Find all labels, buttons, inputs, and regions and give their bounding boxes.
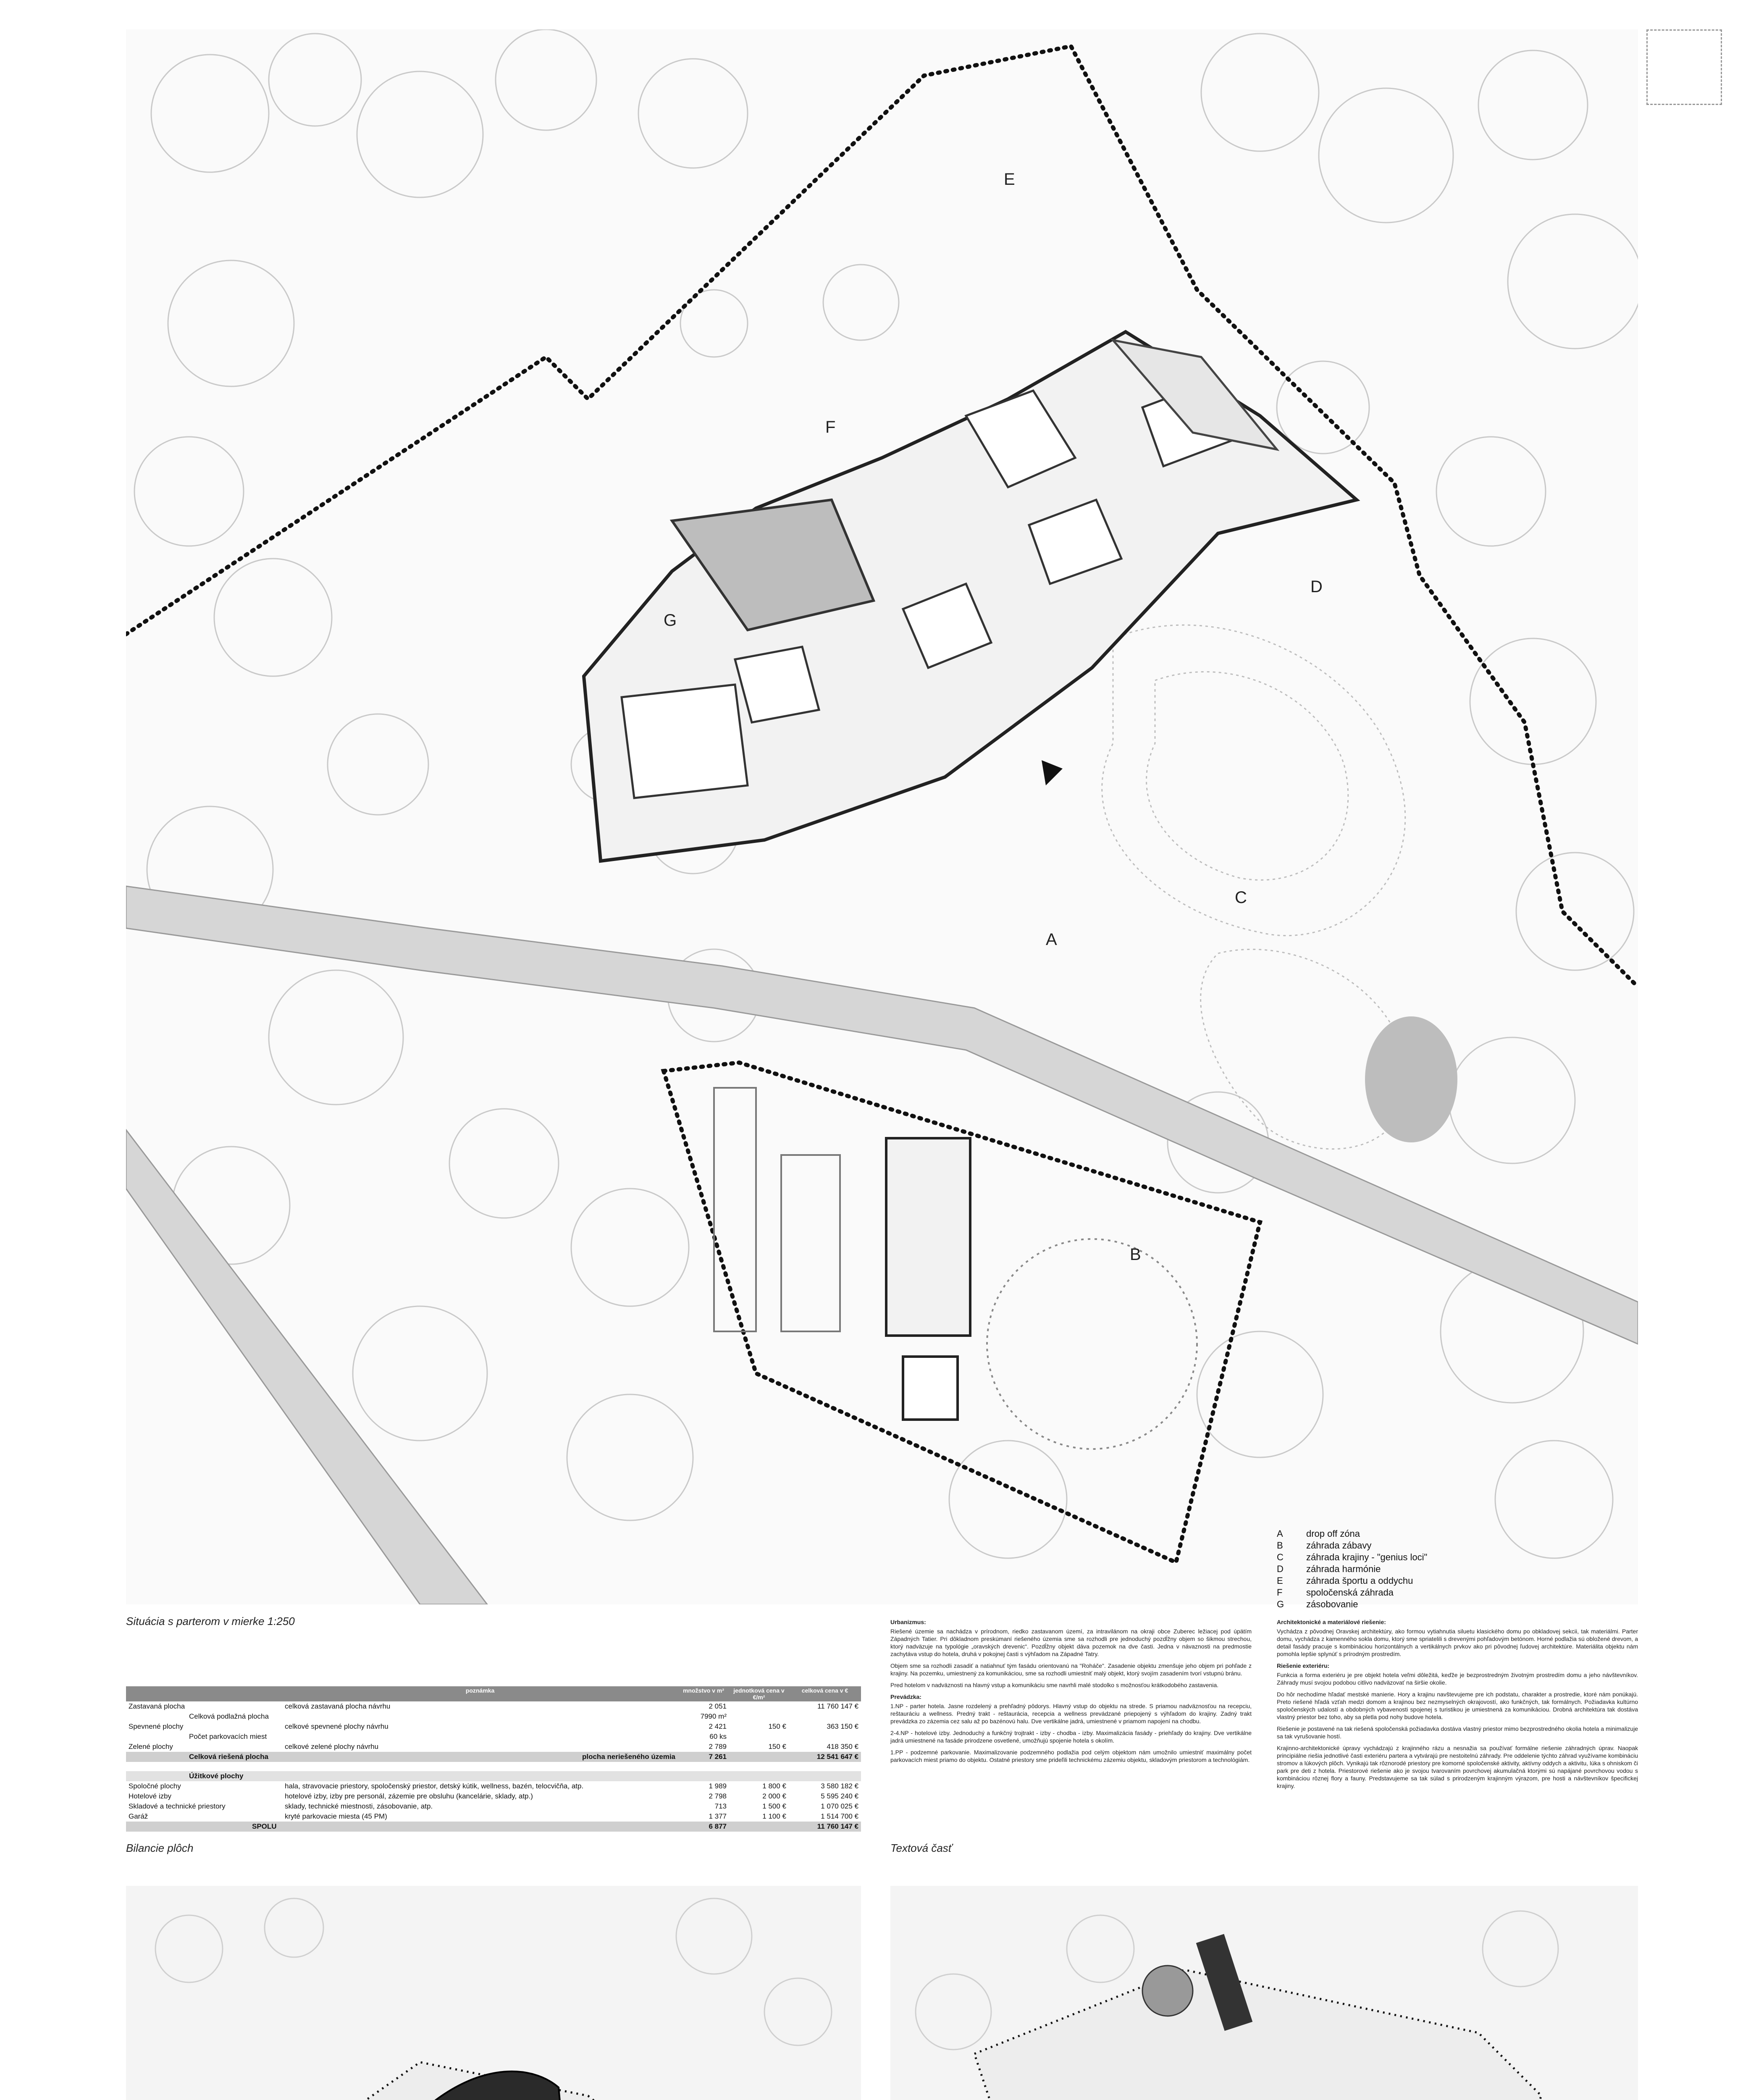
text-paragraph: Objem sme sa rozhodli zasadiť a natiahnuť tým fasádu orientovanú na "Roháče". Zasadenie objektu zmenšuje jeho objem pri pohľade z krajiny. Na pozemku, umiestnený za komunikáciou, sme sa rozhodli umiestniť malý objekt, ktorý svojím zasadením tvorí vstupnú bránu. [890, 1662, 1252, 1677]
zone-label-d: D [1310, 578, 1323, 596]
text-paragraph: Pred hotelom v nadväznosti na hlavný vstup a komunikáciu sme navrhli malé stodolko s možnosťou krátkodobého zastavenia. [890, 1682, 1219, 1688]
text-heading: Riešenie exteriéru: [1277, 1662, 1330, 1669]
text-paragraph: Do hôr nechodíme hľadať mestské manierie. Hory a krajinu navštevujeme pre ich podstatu, charakter a prostredie, ktoré nám ponúkajú. Preto riešené hľadá vzťah medzi domom a krajinou bez nezmyselných okrajovostí, ako funkčných, tak formálnych. Požiadavka kultúrno spoločenských udalostí a obdobných vybavenosti spojenej s turistikou je umiestnená za komunikáciou. Drobná architektúra tak dostáva vlastný priestor bez toho, aby sa pletla pod nohy budove hotela. [1277, 1691, 1638, 1720]
table-row: Spevnené plochy celkové spevnené plochy návrhu 2 421 150 € 363 150 € [129, 1722, 858, 1730]
table-header-row [126, 1686, 861, 1701]
text-heading: Architektonické a materiálové riešenie: [1277, 1619, 1386, 1625]
site-plan-drawing [126, 29, 1638, 1604]
stamp-box [1646, 29, 1722, 105]
table-total-row: SPOLU 6 877 11 760 147 € [126, 1822, 861, 1832]
text-column-1 [890, 1615, 1252, 1768]
table-row: Garáž kryté parkovacie miesta (45 PM) 1 377 1 100 € 1 514 700 € [129, 1812, 858, 1820]
zone-label-e: E [1004, 170, 1015, 189]
zone-label-c: C [1235, 888, 1247, 907]
text-heading: Prevádzka: [890, 1693, 921, 1700]
text-paragraph: 1.PP - podzemné parkovanie. Maximalizovanie podzemného podlažia pod celým objektom nám umožnilo umiestniť maximálny počet parkovacích miest priamo do objektu. Ostatné priestory sme prideľili technickému zázemiu objektu, skladovým priestorom a technológiám. [890, 1749, 1252, 1763]
site-plan-caption: Situácia s parterom v mierke 1:250 [126, 1615, 295, 1628]
table-row: Počet parkovacích miest 60 ks [189, 1732, 727, 1740]
text-column-2 [1277, 1615, 1638, 1794]
column-header-qty: množstvo v m² [678, 1686, 729, 1701]
legend-item: C záhrada krajiny - "genius loci" [1277, 1552, 1428, 1562]
table-row: Skladové a technické priestory sklady, technické miestnosti, zásobovanie, atp. 713 1 500 € 1 070 025 € [129, 1802, 858, 1810]
garden-contours [1102, 625, 1407, 1149]
zone-label-f: F [825, 418, 836, 436]
text-paragraph: Riešené územie sa nachádza v prírodnom, riedko zastavanom území, za intravilánom na okraji obce Zuberec ležiacej pod úpätím Západných Tatier. Pri dôkladnom preskúmaní riešeného územia sme sa rozhodli pre jednoduchý pozdĺžny objem so šikmou strechou, ktorý nadväzuje na typológie „oravských drevenic“. Pozdĺžny objekt dáva pozemok na dve časti. Jedna v návaznosti na predmostie zachytáva vstup do hotela, druhá v pokojnej časti s výhľadom na Západné Tatry. [890, 1628, 1252, 1657]
axonometry-02-drawing [890, 1886, 1638, 2100]
zone-label-a: A [1046, 930, 1057, 949]
side-road [126, 1130, 487, 1604]
text-paragraph: 1.NP - parter hotela. Jasne rozdelený a prehľadný pôdorys. Hlavný vstup do objektu na strede. S priamou nadväznosťou na recepciu, reštauráciu a wellness. Predný trakt - reštaurácia, recepcia a wellness prevádzané priepojený s výhľadom do krajiny. Zadný trakt prevádzka zo zázemia cez salu až po bazénovú halu. Dve vertikálne jadrá, umiestnené v priamom napojení na chodbu. [890, 1703, 1252, 1725]
entrance-arrow-icon [1042, 760, 1063, 785]
legend-item: A drop off zóna [1277, 1528, 1360, 1539]
building-b-footprint [886, 1138, 1197, 1449]
table-row: Zelené plochy celkové zelené plochy návrhu 2 789 150 € 418 350 € [129, 1743, 858, 1751]
text-paragraph: Riešenie je postavené na tak riešená spoločenská požiadavka dostáva vlastný priestor mimo bezprostredného okolia hotela a minimalizuje sa tak vyrušovanie hostí. [1277, 1725, 1638, 1740]
text-paragraph: Krajinno-architektonické úpravy vychádzajú z krajinného rázu a nesnažia sa používať formálne riešenie záhradných úprav. Naopak principiálne riešia jednotlivé časti exteriéru partera a vytvárajú pre nestoitelnú záhrady. Pre oddelenie týchto záhrad využívame kombináciu stromov a lúkových plôch. Vynikajú tak rôznorodé priestory pre komorné spoločenské aktivity, aktívny oddych a aktivitu, lúka s ohniskom či park pre deti z hotela. Priestorové riešenie ako je svojou tvarovaním povrchovej akumulačná ktorými sú napájané povrchovou vodou s kombináciou rôznej flory a fauny. Predstavujeme sa tak súlad s prirodzeným krajinným výrazom, pre hosti a návštevníkov špecifickej krajiny. [1277, 1745, 1638, 1789]
areas-table [126, 1686, 861, 1832]
table-total-row: Celková riešená plocha plocha neriešeného územia 7 261 12 541 647 € [126, 1752, 861, 1762]
legend-item: G zásobovanie [1277, 1599, 1358, 1609]
zone-label-g: G [664, 611, 677, 630]
table-section-row: Úžitkové plochy [126, 1771, 861, 1781]
table-row: Spoločné plochy hala, stravovacie priestory, spoločenský priestor, detský kútik, wellness, bazén, telocvičňa, atp. 1 989 1 800 € 3 580 182 € [129, 1782, 858, 1790]
column-header-unit: jednotková cena v €/m² [729, 1686, 789, 1701]
zone-label-b: B [1130, 1245, 1141, 1264]
axonometry-01-drawing [126, 1886, 861, 2100]
hotel-footprint [584, 332, 1357, 861]
pond [1365, 1016, 1457, 1142]
areas-caption: Bilancie plôch [126, 1842, 194, 1854]
legend-item: D záhrada harmónie [1277, 1564, 1381, 1574]
legend-item: B záhrada zábavy [1277, 1540, 1372, 1551]
table-row: Zastavaná plocha celková zastavaná plocha návrhu 2 051 11 760 147 € [129, 1702, 858, 1710]
legend [1277, 1528, 1427, 1610]
text-paragraph: 2-4.NP - hotelové izby. Jednoduchý a funkčný trojtrakt - izby - chodba - izby. Maximalizácia fasády - priehľady do krajiny. Dve vertikálne jadrá umiestnené na fasáde prirodzene osvetlené, umožňujú spojenie hotela s okolím. [890, 1730, 1252, 1744]
text-paragraph: Vychádza z pôvodnej Oravskej architektúry, ako formou vytiahnutia siluetu klasického domu po obkladovej sekcii, tak materiálmi. Parter domu, vychádza z kamenného sokla domu, ktorý sme spriatelili s drevenými pohľadovým betónom. Horné podlažia sú obložené drevom, a detail fasády pracuje s kombináciou horizontálnych a vertikálnych prvkov ako pri pôvodnej ľudovej architektúre. Materiálita objektu nám pomohla lepšie splynúť s prírodným prostredím. [1277, 1628, 1638, 1657]
column-header-note: poznámka [282, 1686, 678, 1701]
legend-item: E záhrada športu a oddychu [1277, 1575, 1413, 1586]
table-row: Hotelové izby hotelové izby, izby pre personál, zázemie pre obsluhu (kancelárie, sklady, atp.) 2 798 2 000 € 5 595 240 € [129, 1792, 858, 1800]
table-row: Celková podlažná plocha 7990 m² [189, 1712, 727, 1720]
column-header-total: celková cena v € [789, 1686, 861, 1701]
legend-item: F spoločenská záhrada [1277, 1587, 1394, 1598]
text-caption: Textová časť [890, 1842, 952, 1854]
text-heading: Urbanizmus: [890, 1619, 926, 1625]
text-paragraph: Funkcia a forma exteriéru je pre objekt hotela veľmi dôležitá, keďže je bezprostredným životným prostredím domu a jeho návštevníkov. Záhrady musí svojou podobou citlivo nadväzovať na širšie okolie. [1277, 1672, 1638, 1686]
